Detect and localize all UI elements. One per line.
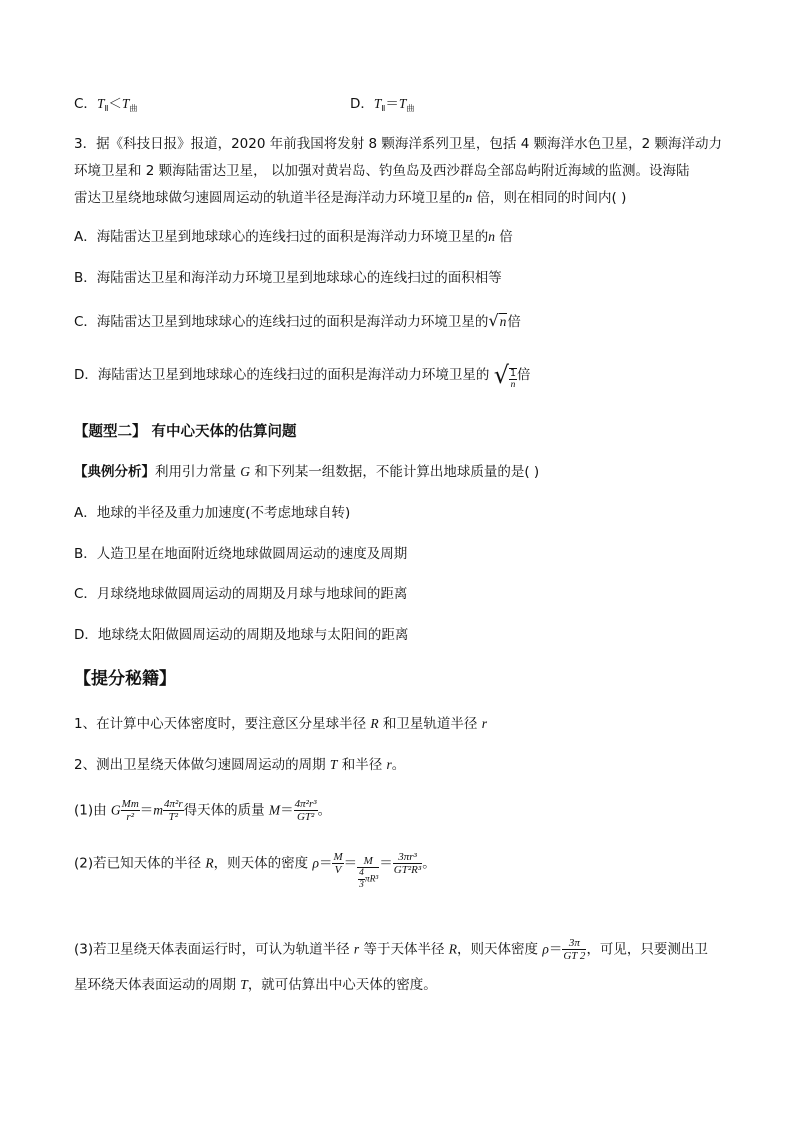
symbol-m: m [153,802,164,818]
fraction [358,868,365,890]
sqrt-sign: √ [488,311,499,330]
symbol-r: r [353,941,360,957]
text: 倍 [494,229,513,245]
operator: ＝ [139,802,154,819]
formula-2 [74,851,436,890]
symbol-n: n [488,229,495,244]
symbol-n: n [465,190,473,205]
fraction [294,798,318,823]
subscript: Ⅱ [104,104,109,113]
numerator: 4 [359,868,364,879]
fraction [562,937,586,962]
operator: ＝ [548,941,563,958]
symbol-T: T [329,757,338,772]
option-c-top [74,94,137,115]
symbol-M: M [268,802,281,818]
text: 。 [422,855,436,872]
operator: ＝ [318,855,333,872]
fraction [332,851,343,876]
text: 雷达卫星绕地球做匀速圆周运动的轨道半径是海洋动力环境卫星的 [74,190,466,206]
denominator: T² [168,811,179,824]
q3-option-c [74,309,521,333]
text: ，则天体的密度 [213,855,313,872]
option-label: D． [350,96,374,112]
section-heading-tips: 【提分秘籍】 [74,669,176,689]
numerator: 3πr³ [393,851,422,864]
symbol-n: n [499,314,507,329]
text: ，可见，只要测出卫 [586,941,708,958]
numerator: 4π²r [164,798,183,810]
symbol-R: R [448,941,458,957]
q3-option-d [74,357,531,393]
operator: ＝ [343,855,358,872]
text: 星环绕天体表面运动的周期 [74,977,241,993]
sqrt-expression [494,357,517,393]
example-option-b: B．人造卫星在地面附近绕地球做圆周运动的速度及周期 [74,546,408,562]
text: 。 [317,802,332,819]
section-heading-type2: 【题型二】 有中心天体的估算问题 [74,424,297,440]
numerator: M [357,855,379,868]
symbol-T: T [96,96,105,111]
sqrt-expression [488,309,507,333]
denominator: GT²R³ [393,864,422,877]
example-question [74,462,539,482]
denominator: 3 [359,879,364,890]
q3-line-1: 3．据《科技日报》报道，2020 年前我国将发射 8 颗海洋系列卫星，包括 4 颗海洋水色卫星，2 颗海洋动力 [74,136,722,152]
formula-3 [74,937,708,962]
symbol-rho: ρ [312,855,319,871]
fraction [357,855,379,890]
tip-1 [74,714,487,734]
text: ，则天体密度 [457,941,543,958]
symbol-r: r [481,716,487,731]
option-label: C． [74,96,97,112]
text: (3)若卫星绕天体表面运行时，可认为轨道半径 [74,941,354,958]
text: 和下列某一组数据，不能计算出地球质量的是( ) [250,464,540,480]
symbol-T: T [240,977,248,992]
symbol-R: R [370,716,379,731]
fraction [163,798,184,823]
formula-1 [74,798,331,823]
sqrt-sign: √ [493,361,509,389]
operator: ＝ [379,855,393,872]
numerator: 1 [510,367,517,379]
denominator [357,868,379,890]
example-option-c: C．月球绕地球做圆周运动的周期及月球与地球间的距离 [74,586,408,602]
q3-option-a [74,227,513,247]
numerator: M [333,851,343,863]
numerator: Mm [121,798,139,810]
tip-2 [74,755,405,775]
text: πR³ [364,874,379,885]
symbol-rho: ρ [542,941,549,957]
text: ，就可估算出中心天体的密度。 [247,977,437,993]
example-option-a: A．地球的半径及重力加速度(不考虑地球自转) [74,505,351,521]
text: 倍，则在相同的时间内( ) [472,190,627,206]
operator: ＜ [108,96,122,112]
text: 得天体的质量 [183,802,269,819]
text: A．海陆雷达卫星到地球球心的连线扫过的面积是海洋动力环境卫星的 [74,229,489,245]
fraction [121,798,140,823]
option-d-top [350,94,414,115]
subscript: 曲 [406,104,415,113]
symbol-T: T [373,96,382,111]
symbol-G: G [240,464,251,479]
operator: ＝ [385,96,399,112]
denominator: n [510,380,516,390]
symbol-r: r [386,757,392,772]
symbol-R: R [205,855,214,871]
denominator: V [334,864,342,877]
symbol-T: T [121,96,130,111]
operator: ＝ [280,802,294,819]
text: 和卫星轨道半径 [378,716,482,732]
text: (2)若已知天体的半径 [74,855,206,872]
text: (1)由 [74,802,111,819]
example-label: 【典例分析】 [74,464,155,480]
text: 倍 [517,367,531,383]
text: D．海陆雷达卫星到地球球心的连线扫过的面积是海洋动力环境卫星的 [74,367,490,383]
denominator: GT 2 [563,950,586,963]
symbol-G: G [110,802,121,818]
text: 1、在计算中心天体密度时，要注意区分星球半径 [74,716,371,732]
subscript: 曲 [129,104,138,113]
text: 倍 [507,314,521,330]
text: 和半径 [337,757,387,773]
symbol-T: T [398,96,407,111]
q3-line-2: 环境卫星和 2 颗海陆雷达卫星， 以加强对黄岩岛、钓鱼岛及西沙群岛全部岛屿附近海域的监测。设海陆 [74,163,690,179]
denominator: r² [126,811,135,824]
numerator: 4π²r³ [294,798,317,810]
text: 。 [391,757,406,773]
q3-option-b: B．海陆雷达卫星和海洋动力环境卫星到地球球心的连线扫过的面积相等 [74,270,502,286]
subscript: Ⅱ [381,104,386,113]
text: 2、测出卫星绕天体做匀速圆周运动的周期 [74,757,330,773]
text: 利用引力常量 [155,464,241,480]
q3-line-3 [74,188,626,208]
example-option-d: D．地球绕太阳做圆周运动的周期及地球与太阳间的距离 [74,627,409,643]
fraction [393,851,422,876]
text: 等于天体半径 [359,941,449,958]
denominator: GT² [296,811,315,824]
text: C．海陆雷达卫星到地球球心的连线扫过的面积是海洋动力环境卫星的 [74,314,489,330]
numerator: 3π [562,937,586,950]
fraction [509,368,517,391]
formula-3-line-2 [74,975,437,995]
